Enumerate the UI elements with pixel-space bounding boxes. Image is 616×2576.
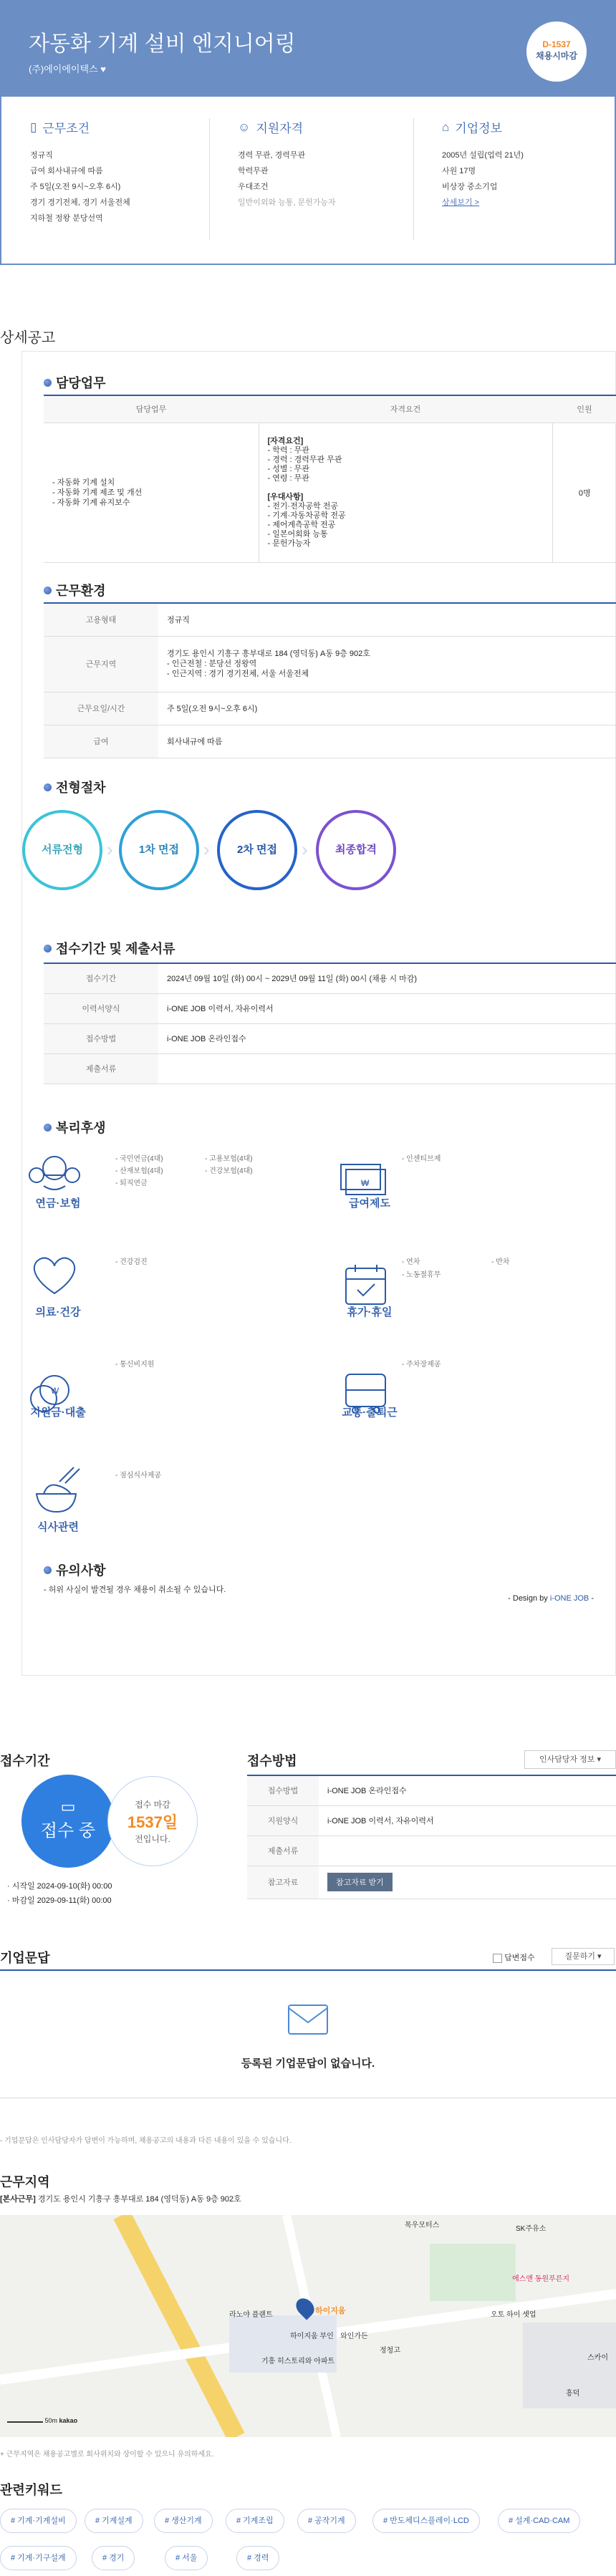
- location-map[interactable]: 목우모터스 SK주유소 에스앤 동원푸른지 라노야 플랜트 하이지움 부인 와인가든 오토 하이 셋업 기흥 히스토리와 아파트 정청고 흥덕 스카이 하이지움 50m kakao: [0, 2215, 616, 2437]
- svg-text:W: W: [51, 1386, 59, 1396]
- welfare-title: 복리후생: [44, 1118, 106, 1137]
- meal-icon: [37, 1467, 80, 1512]
- detail-body: 담당업무 담당업무 자격요건 인원 - 자동화 기계 설치 - 자동화 기계 제조 및 개선 - 자동화 기계 유지보수 [자격요건] - 학력 : 무관 - 경력 : 경력무관 무관 - 성별 : 무관 - 연령 : 무관 [우대사항] - 전기·전자공학 전공 - 기계·자동차공학 전공 - 제어계측공학 전공 - 일본어회화 능통 - 문헌가능자 0명 근무환경 고용형태 정규직 근무지역 경기도 용인시 기흥구 흥부대로 184 (영덕동) A동 9층 902호 - 인근전철 : 분당선 정왕역 - 인근지역 : 경기 경기전체, 서울 서울전체 근무요일/시간 주 5일(오전 9시~오후 6시) 급여 회사내규에 따름 전형절차 서류전형 › 1차 면접 › 2차 면접 › 최종합격 접수기간 및 제출서류 접수기간 2024년 09월 10일 (화) 00시 ~ 2029년 09월 11일 (화) 00시 (채용 시 마감) 이력서양식 i-ONE JOB 이력서, 자유이력서 접수방법 i-ONE JOB 온라인접수 제출서류 복리후생 ₩ W 연금·보험 - 국민연금(4대) - 고용보험(4대) - 산재보험(4대) - 건강보험(4대) - 퇴직연금 급여제도 - 인센티브제 의료·건강 - 건강검진 휴가·휴일 - 연차 - 반차 - 노동절휴무 지원금·대출 - 통신비지원 교통·출퇴근 - 주차장제공 식사관련 - 점심식사제공 유의사항 - 허위 사실이 발견될 경우 채용이 취소될 수 있습니다. - Design by i-ONE JOB -: [21, 351, 616, 1676]
- dday-badge: D-1537 채용시마감: [526, 21, 587, 82]
- qa-empty-box: 등록된 기업문답이 없습니다.: [0, 1969, 616, 2098]
- welfare-cat: 급여제도: [349, 1197, 390, 1210]
- location-title: 근무지역: [0, 2175, 50, 2189]
- company-name[interactable]: (주)에이에이텍스 ♥: [29, 64, 106, 74]
- step-1: 서류전형: [22, 810, 102, 890]
- period-title: 접수기간: [0, 1754, 50, 1768]
- keyword-tag[interactable]: # 생산기계: [154, 2509, 213, 2533]
- qualifications: ☺ 지원자격 경력 무관, 경력무관 학력무관 우대조건 일반이외와 능통, 문헌가능자: [238, 120, 336, 207]
- apply-table: 접수기간 2024년 09월 10일 (화) 00시 ~ 2029년 09월 11일 (화) 00시 (채용 시 마감) 이력서양식 i-ONE JOB 이력서, 자유이력서 접수방법 i-ONE JOB 온라인접수 제출서류: [44, 963, 616, 1084]
- keyword-tag[interactable]: # 기계·기구설계: [0, 2546, 77, 2570]
- step-4: 최종합격: [316, 810, 396, 890]
- keyword-tag[interactable]: # 기계조립: [226, 2509, 284, 2533]
- keyword-tag[interactable]: # 기계설계: [85, 2509, 143, 2533]
- contact-info-button[interactable]: 인사담당자 정보 ▾: [524, 1750, 616, 1769]
- keyword-tag[interactable]: # 경기: [92, 2546, 135, 2570]
- method-title: 접수방법: [247, 1754, 297, 1768]
- env-table: 고용형태 정규직 근무지역 경기도 용인시 기흥구 흥부대로 184 (영덕동) A동 9층 902호 - 인근전철 : 분당선 정왕역 - 인근지역 : 경기 경기전체, 서울 서울전체 근무요일/시간 주 5일(오전 9시~오후 6시) 급여 회사내규에 따름: [44, 602, 616, 758]
- keyword-tag[interactable]: # 반도체디스플레이·LCD: [372, 2509, 480, 2533]
- building-icon: ⌂: [442, 120, 450, 134]
- process-title: 전형절차: [44, 778, 106, 796]
- reference-download-button[interactable]: 참고자료 받기: [327, 1873, 393, 1891]
- welfare-cat: 휴가·휴일: [347, 1306, 393, 1318]
- env-title: 근무환경: [44, 581, 106, 599]
- keyword-tag[interactable]: # 설계·CAD·CAM: [498, 2509, 580, 2533]
- step-3: 2차 면접: [217, 810, 297, 890]
- book-icon: ▭: [60, 1798, 76, 1815]
- heart-icon[interactable]: ♥: [100, 64, 106, 74]
- work-conditions: ▯ 근무조건 정규직 급여 회사내규에 따름 주 5일(오전 9시~오후 6시) 경기 경기전체, 경기 서울전체 지하철 정왕 분당선역: [30, 120, 130, 223]
- job-header: [0, 0, 616, 97]
- question-select[interactable]: 질문하기 ▾: [552, 1948, 615, 1965]
- answer-check[interactable]: 답변점수: [493, 1952, 535, 1963]
- glasses-icon: [29, 1157, 80, 1190]
- money-icon: [341, 1164, 385, 1195]
- company-info: ⌂ 기업정보 2005년 설립(업력 21년) 사원 17명 비상장 중소기업 상세보기 >: [442, 120, 524, 207]
- deadline-circle: 접수 마감 1537일 전입니다.: [107, 1776, 198, 1866]
- heart-icon: [34, 1258, 74, 1293]
- person-icon: ☺: [238, 120, 251, 134]
- duty-table: 담당업무 자격요건 인원 - 자동화 기계 설치 - 자동화 기계 제조 및 개선 - 자동화 기계 유지보수 [자격요건] - 학력 : 무관 - 경력 : 경력무관 무관 - 성별 : 무관 - 연령 : 무관 [우대사항] - 전기·전자공학 전공 - 기계·자동차공학 전공 - 제어계측공학 전공 - 일본어회화 능통 - 문헌가능자 0명: [44, 395, 616, 563]
- keyword-tag[interactable]: # 기계·기계설비: [0, 2509, 77, 2533]
- qa-title: 기업문답: [0, 1951, 50, 1965]
- company-detail-link[interactable]: 상세보기 >: [442, 198, 479, 207]
- apply-title: 접수기간 및 제출서류: [44, 939, 175, 957]
- address: [본사근무] 경기도 용인시 기흥구 흥부대로 184 (영덕동) A동 9층 902호: [0, 2195, 241, 2204]
- welfare-cat: 교통·출퇴근: [342, 1407, 398, 1419]
- welfare-cat: 연금·보험: [35, 1197, 81, 1210]
- welfare-cat: 식사관련: [37, 1521, 79, 1533]
- calendar-icon: [346, 1265, 385, 1304]
- mail-icon: [287, 1999, 329, 2039]
- method-table: 접수방법 i-ONE JOB 온라인접수 지원양식 i-ONE JOB 이력서, 자유이력서 제출서류 참고자료 참고자료 받기: [247, 1775, 616, 1899]
- keywords-title: 관련키워드: [0, 2483, 62, 2497]
- job-title: 자동화 기계 설비 엔지니어링: [29, 32, 296, 56]
- step-2: 1차 면접: [119, 810, 199, 890]
- status-circle: ▭ 접수 중: [21, 1775, 115, 1868]
- notice-title: 유의사항: [44, 1560, 106, 1579]
- welfare-icons: [15, 1147, 610, 1533]
- detail-title: 상세공고: [0, 330, 56, 346]
- design-credit: - Design by i-ONE JOB -: [508, 1594, 594, 1603]
- summary-box: [0, 97, 616, 265]
- document-icon: ▯: [30, 120, 37, 134]
- svg-text:₩: ₩: [361, 1178, 370, 1188]
- duty-title: 담당업무: [44, 373, 106, 392]
- keyword-tag[interactable]: # 경력: [236, 2546, 279, 2570]
- keyword-tag[interactable]: # 공작기계: [297, 2509, 356, 2533]
- keyword-tag[interactable]: # 서울: [165, 2546, 208, 2570]
- map-scale: 50m kakao: [7, 2417, 77, 2424]
- welfare-cat: 의료·건강: [35, 1306, 81, 1318]
- welfare-cat: 지원금·대출: [30, 1407, 86, 1419]
